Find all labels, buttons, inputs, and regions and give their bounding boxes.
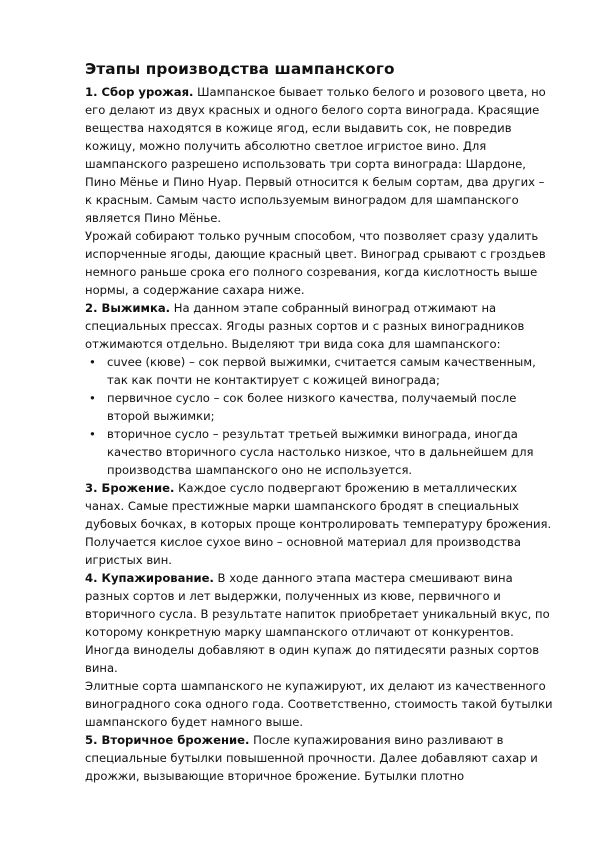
stage5-paragraph xyxy=(85,731,555,785)
stage3-heading: 3. Брожение. xyxy=(85,481,175,495)
stage1-paragraph-2: Урожай собирают только ручным способом, что позволяет сразу удалить испорченные ягоды, дающие красный цвет. Виноград срывают с гроздьев немного раньше срока его полного созревания, когда кислотность выше нормы, а содержание сахара ниже. xyxy=(85,229,546,297)
bullet-icon: • xyxy=(89,427,96,441)
bullet-icon: • xyxy=(89,355,96,369)
list-item-text: вторичное сусло – результат третьей выжимки винограда, иногда качество вторичного сусла настолько низкое, что в дальнейшем для производства шампанского оно не используется. xyxy=(107,427,534,477)
list-item-text: первичное сусло – сок более низкого качества, получаемый после второй выжимки; xyxy=(107,391,517,423)
stage1-text: Шампанское бывает только белого и розового цвета, но его делают из двух красных и одного белого сорта винограда. Красящие вещества находятся в кожице ягод, если выдавить сок, не повредив кожицу, можно получить абсолютно светлое игристое вино. Для шампанского разрешено использовать три сорта винограда: Шардоне, Пино Мёнье и Пино Нуар. Первый относится к белым сортам, два других – к красным. Самым часто используемым виноградом для шампанского является Пино Мёнье. xyxy=(85,85,546,225)
stage2-paragraph xyxy=(85,299,555,353)
stage1-heading: 1. Сбор урожая. xyxy=(85,85,194,99)
stage4-heading: 4. Купажирование. xyxy=(85,571,214,585)
stage3-paragraph xyxy=(85,479,555,569)
stage1-paragraph xyxy=(85,83,555,227)
document-page xyxy=(85,58,555,785)
stage2-text: На данном этапе собранный виноград отжимают на специальных прессах. Ягоды разных сортов и с разных виноградников отжимаются отдельно. Выделяют три вида сока для шампанского: xyxy=(85,301,525,351)
bullet-icon: • xyxy=(89,391,96,405)
list-item xyxy=(85,425,555,479)
page-title: Этапы производства шампанского xyxy=(85,60,395,78)
stage5-text: После купажирования вино разливают в специальные бутылки повышенной прочности. Далее добавляют сахар и дрожжи, вызывающие вторичное брожение. Бутылки плотно xyxy=(85,733,538,783)
juice-types-list xyxy=(85,353,555,479)
stage3-text: Каждое сусло подвергают брожению в металлических чанах. Самые престижные марки шампанского бродят в специальных дубовых бочках, в которых проще контролировать температуру брожения. Получается кислое сухое вино – основной материал для производства игристых вин. xyxy=(85,481,552,567)
stage4-paragraph-2: Элитные сорта шампанского не купажируют, их делают из качественного виноградного сока одного года. Соответственно, стоимость такой бутылки шампанского будет намного выше. xyxy=(85,679,553,729)
stage5-heading: 5. Вторичное брожение. xyxy=(85,733,250,747)
list-item xyxy=(85,389,555,425)
list-item-text: cuvee (кюве) – сок первой выжимки, считается самым качественным, так как почти не контактирует с кожицей винограда; xyxy=(107,355,536,387)
stage4-paragraph xyxy=(85,569,555,677)
list-item xyxy=(85,353,555,389)
stage2-heading: 2. Выжимка. xyxy=(85,301,171,315)
stage4-text: В ходе данного этапа мастера смешивают вина разных сортов и лет выдержки, полученных из кюве, первичного и вторичного сусла. В результате напиток приобретает уникальный вкус, по которому конкретную марку шампанского отличают от конкурентов. Иногда виноделы добавляют в один купаж до пятидесяти разных сортов вина. xyxy=(85,571,550,675)
